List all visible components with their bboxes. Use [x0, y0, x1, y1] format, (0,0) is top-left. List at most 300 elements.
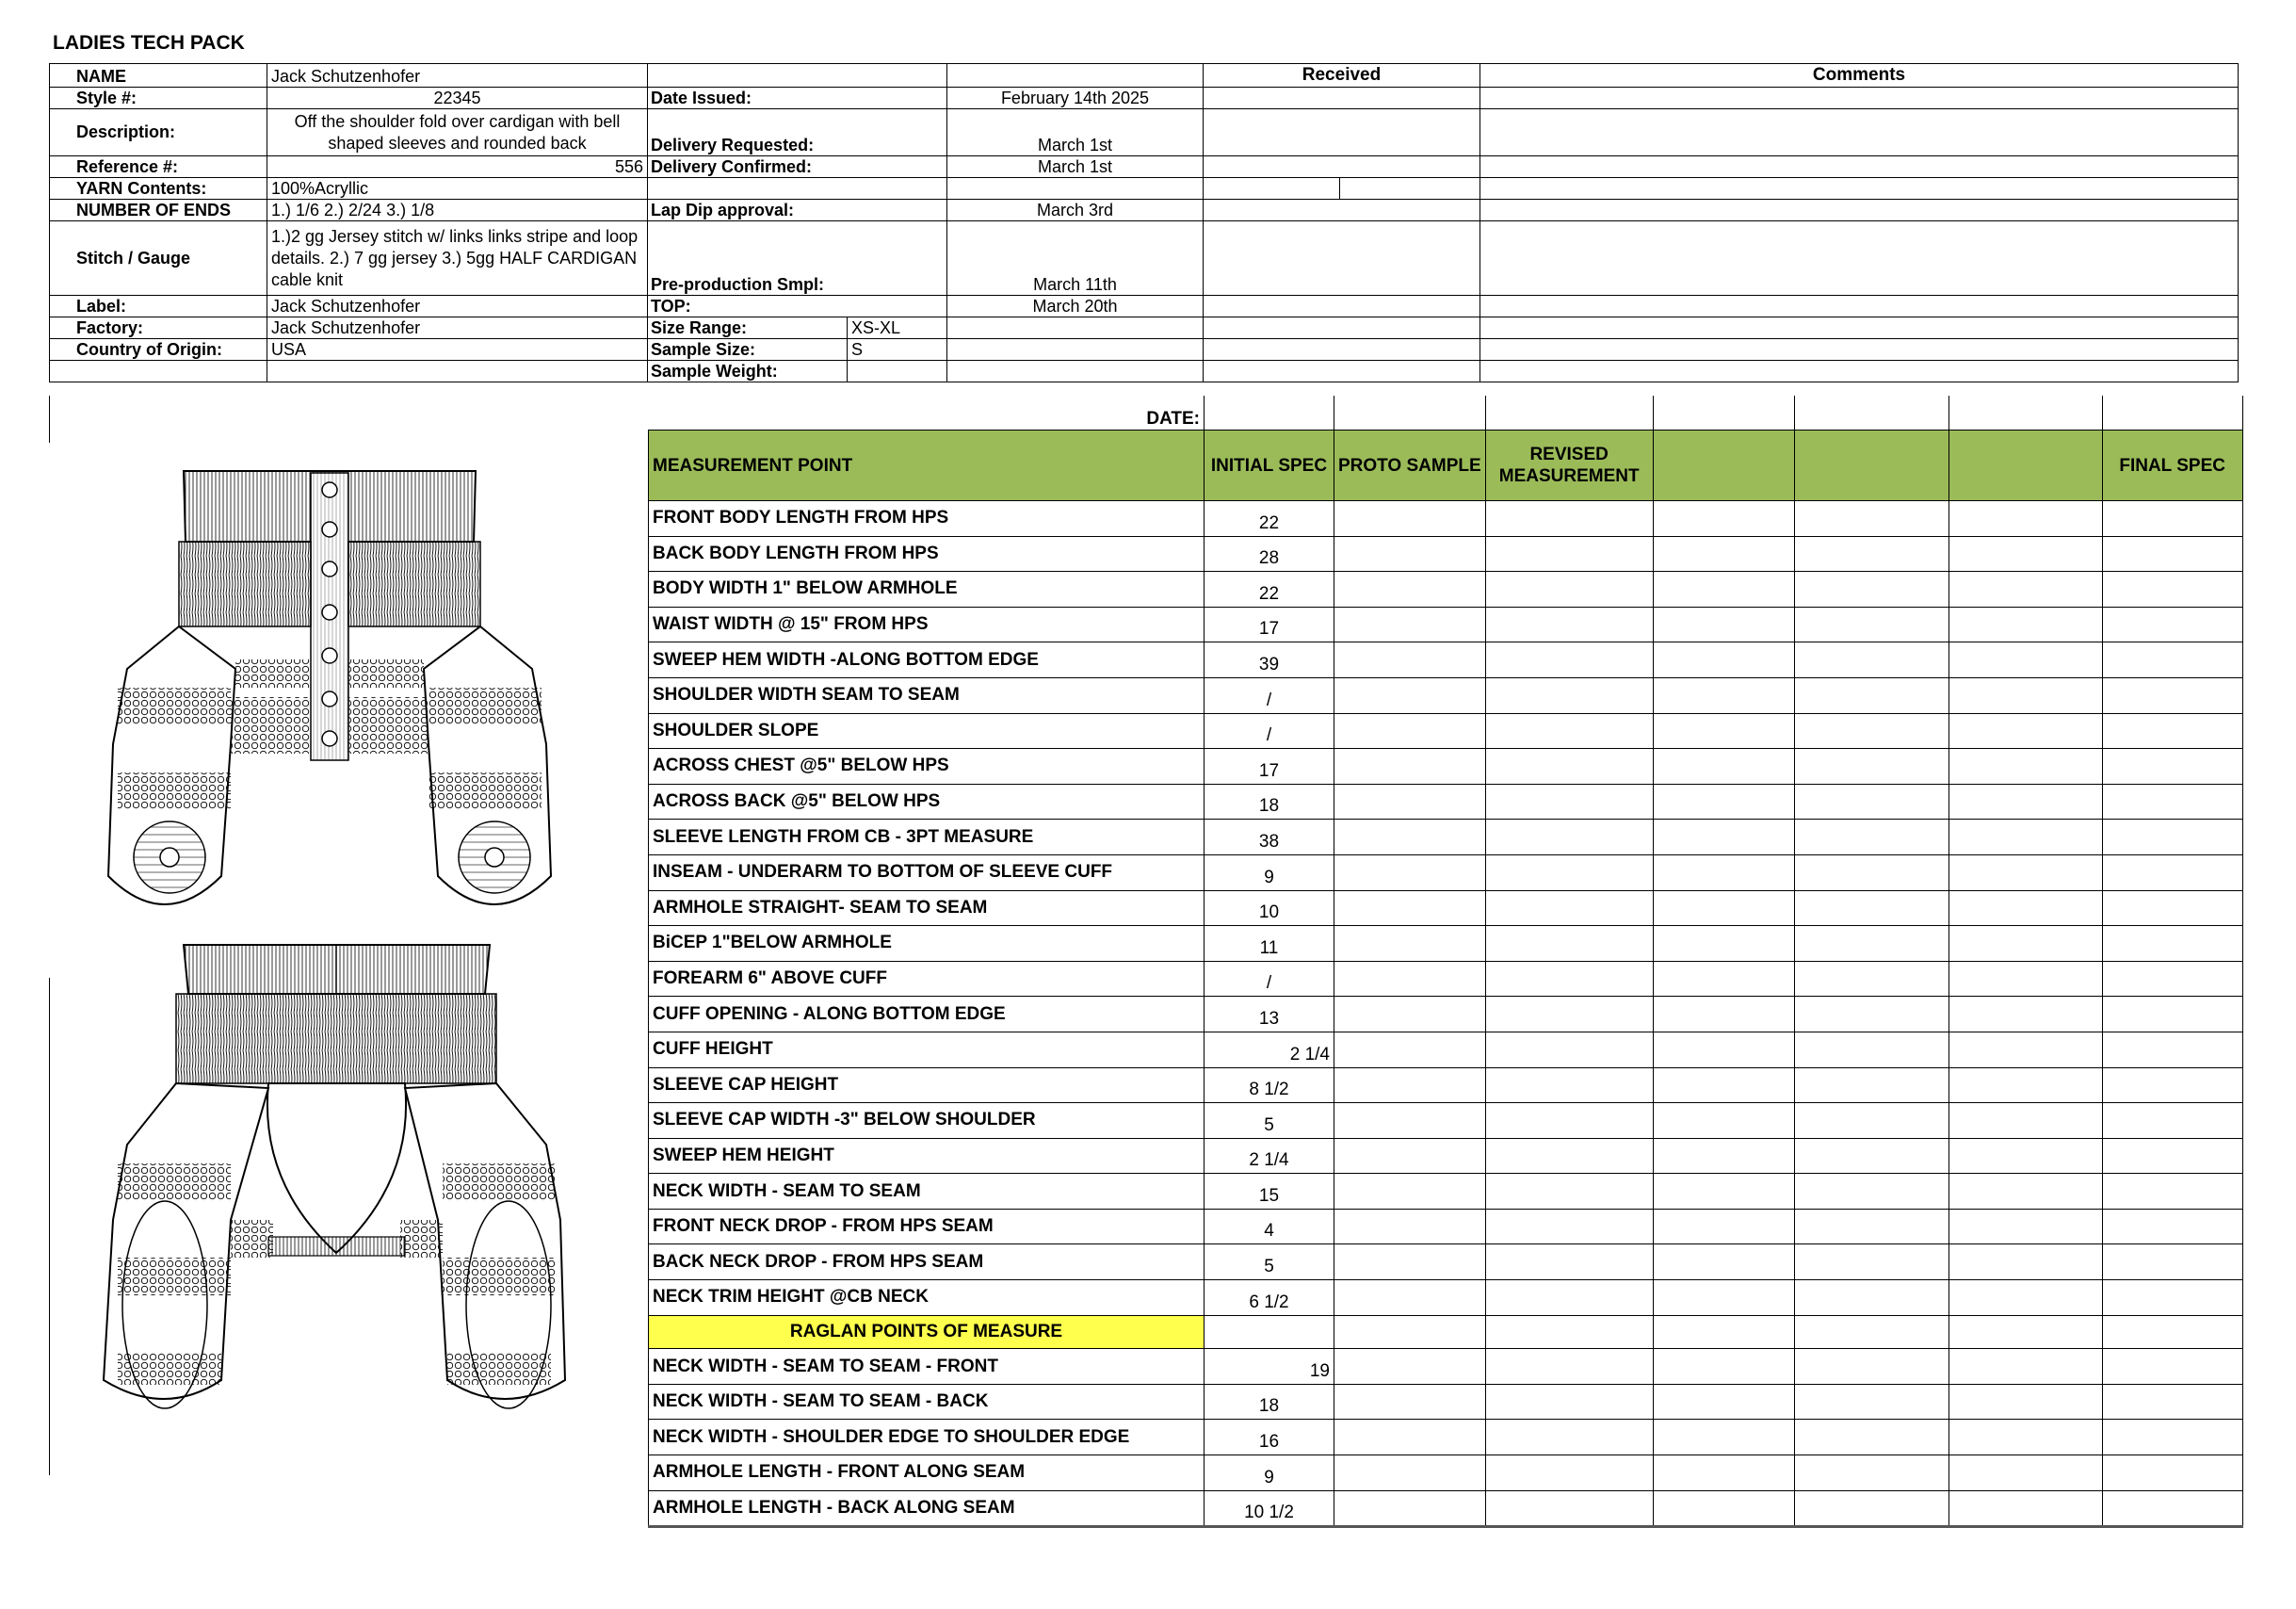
- table-row: [649, 572, 2243, 608]
- initial-spec-value[interactable]: 5: [1205, 1244, 1334, 1280]
- measurement-cell[interactable]: [2102, 642, 2242, 678]
- measurement-cell[interactable]: [1485, 1209, 1653, 1244]
- measurement-point: BODY WIDTH 1" BELOW ARMHOLE: [649, 572, 1205, 608]
- measurement-cell[interactable]: [1794, 536, 1948, 572]
- table-row: [649, 1209, 2243, 1244]
- measurement-cell[interactable]: [1794, 997, 1948, 1032]
- initial-spec-value[interactable]: 2 1/4: [1205, 1138, 1334, 1174]
- measurement-cell[interactable]: [1485, 713, 1653, 749]
- measurement-cell[interactable]: [1794, 926, 1948, 962]
- measurement-cell[interactable]: [1485, 1174, 1653, 1210]
- measurement-cell[interactable]: [2102, 926, 2242, 962]
- measurement-cell[interactable]: [1794, 1103, 1948, 1139]
- measurement-cell[interactable]: [1653, 1174, 1794, 1210]
- measurement-cell[interactable]: [2102, 1067, 2242, 1103]
- measurement-cell[interactable]: [1334, 572, 1486, 608]
- measurement-cell[interactable]: [1794, 1209, 1948, 1244]
- measurement-cell[interactable]: [1653, 1032, 1794, 1067]
- yarn-label: YARN Contents:: [50, 178, 267, 200]
- measurement-cell[interactable]: [1794, 749, 1948, 785]
- measurement-cell[interactable]: [1485, 1032, 1653, 1067]
- measurement-cell[interactable]: [1485, 607, 1653, 642]
- initial-spec-value[interactable]: 28: [1205, 536, 1334, 572]
- measurement-point: SHOULDER SLOPE: [649, 713, 1205, 749]
- measurement-cell[interactable]: [2102, 1032, 2242, 1067]
- description-label: Description:: [50, 109, 267, 156]
- initial-spec-value[interactable]: 38: [1205, 820, 1334, 855]
- measurement-cell[interactable]: [1334, 1384, 1486, 1420]
- measurement-table: [648, 396, 2243, 1528]
- measurement-point: FRONT NECK DROP - FROM HPS SEAM: [649, 1209, 1205, 1244]
- measurement-cell[interactable]: [2102, 820, 2242, 855]
- label-value[interactable]: Jack Schutzenhofer: [267, 296, 648, 317]
- measurement-cell[interactable]: [1485, 997, 1653, 1032]
- initial-spec-value[interactable]: 2 1/4: [1205, 1032, 1334, 1067]
- measurement-cell[interactable]: [1653, 820, 1794, 855]
- delivery-requested-value[interactable]: March 1st: [947, 109, 1204, 156]
- measurement-cell[interactable]: [1794, 1280, 1948, 1316]
- measurement-point: FRONT BODY LENGTH FROM HPS: [649, 501, 1205, 537]
- measurement-cell[interactable]: [1334, 1244, 1486, 1280]
- measurement-cell[interactable]: [2102, 607, 2242, 642]
- measurement-cell[interactable]: [1653, 1384, 1794, 1420]
- initial-spec-value[interactable]: 9: [1205, 1455, 1334, 1491]
- measurement-cell[interactable]: [1794, 607, 1948, 642]
- measurement-cell[interactable]: [1794, 820, 1948, 855]
- measurement-cell[interactable]: [1334, 642, 1486, 678]
- measurement-cell[interactable]: [1485, 677, 1653, 713]
- measurement-cell[interactable]: [1334, 1032, 1486, 1067]
- measurement-cell[interactable]: [1653, 1420, 1794, 1455]
- measurement-cell[interactable]: [1485, 1103, 1653, 1139]
- measurement-cell[interactable]: [2102, 854, 2242, 890]
- initial-spec-value[interactable]: 9: [1205, 854, 1334, 890]
- measurement-cell[interactable]: [1485, 572, 1653, 608]
- date-issued-value[interactable]: February 14th 2025: [947, 88, 1204, 109]
- measurement-cell[interactable]: [1485, 854, 1653, 890]
- reference-value[interactable]: 556: [267, 156, 648, 178]
- measurement-cell[interactable]: [1794, 1455, 1948, 1491]
- page-title: LADIES TECH PACK: [53, 32, 245, 54]
- preprod-value[interactable]: March 11th: [947, 221, 1204, 296]
- table-row: [649, 890, 2243, 926]
- measurement-cell[interactable]: [1948, 677, 2102, 713]
- col-final-spec: FINAL SPEC: [2102, 431, 2242, 501]
- measurement-cell[interactable]: [2102, 572, 2242, 608]
- measurement-cell[interactable]: [1653, 501, 1794, 537]
- table-row: [649, 854, 2243, 890]
- measurement-cell[interactable]: [1485, 1349, 1653, 1385]
- label-label: Label:: [50, 296, 267, 317]
- table-row: [649, 1032, 2243, 1067]
- measurement-cell[interactable]: [1794, 1384, 1948, 1420]
- measurement-cell[interactable]: [1794, 1420, 1948, 1455]
- initial-spec-value[interactable]: /: [1205, 961, 1334, 997]
- measurement-point: ARMHOLE STRAIGHT- SEAM TO SEAM: [649, 890, 1205, 926]
- initial-spec-value[interactable]: 10: [1205, 890, 1334, 926]
- measurement-cell[interactable]: [1948, 572, 2102, 608]
- col-measurement-point: MEASUREMENT POINT: [649, 431, 1205, 501]
- measurement-cell[interactable]: [1794, 1315, 1948, 1349]
- measurement-cell[interactable]: [1948, 713, 2102, 749]
- measurement-cell[interactable]: [1485, 749, 1653, 785]
- measurement-cell[interactable]: [1794, 784, 1948, 820]
- measurement-cell[interactable]: [1948, 961, 2102, 997]
- measurement-cell[interactable]: [1948, 1490, 2102, 1527]
- origin-label: Country of Origin:: [50, 339, 267, 361]
- measurement-cell[interactable]: [1334, 1209, 1486, 1244]
- measurement-point: NECK TRIM HEIGHT @CB NECK: [649, 1280, 1205, 1316]
- front-sketch: [89, 462, 617, 933]
- measurement-cell[interactable]: [2102, 536, 2242, 572]
- measurement-cell[interactable]: [1653, 1138, 1794, 1174]
- comments-header: Comments: [1480, 64, 2239, 88]
- table-row: [649, 1103, 2243, 1139]
- measurement-cell[interactable]: [1485, 784, 1653, 820]
- initial-spec-value[interactable]: 11: [1205, 926, 1334, 962]
- measurement-point: CUFF HEIGHT: [649, 1032, 1205, 1067]
- table-row: [649, 1138, 2243, 1174]
- measurement-cell[interactable]: [1948, 784, 2102, 820]
- date-cell[interactable]: [1205, 396, 1334, 431]
- table-row: [649, 1490, 2243, 1527]
- table-row: [649, 820, 2243, 855]
- measurement-cell[interactable]: [1653, 572, 1794, 608]
- measurement-cell[interactable]: [2102, 1315, 2242, 1349]
- measurement-cell[interactable]: [1948, 926, 2102, 962]
- initial-spec-value[interactable]: 8 1/2: [1205, 1067, 1334, 1103]
- measurement-cell[interactable]: [1653, 926, 1794, 962]
- measurement-cell[interactable]: [1485, 501, 1653, 537]
- measurement-cell[interactable]: [2102, 1490, 2242, 1527]
- measurement-cell[interactable]: [1485, 536, 1653, 572]
- style-label: Style #:: [50, 88, 267, 109]
- measurement-cell[interactable]: [1653, 997, 1794, 1032]
- measurement-cell[interactable]: [1948, 997, 2102, 1032]
- measurement-cell[interactable]: [1794, 890, 1948, 926]
- measurement-cell[interactable]: [1334, 1315, 1486, 1349]
- measurement-cell[interactable]: [2102, 713, 2242, 749]
- measurement-cell[interactable]: [1948, 1280, 2102, 1316]
- initial-spec-value[interactable]: 10 1/2: [1205, 1490, 1334, 1527]
- measurement-cell[interactable]: [1653, 1244, 1794, 1280]
- back-sketch: [89, 937, 617, 1418]
- measurement-cell[interactable]: [2102, 1280, 2242, 1316]
- measurement-cell[interactable]: [1653, 713, 1794, 749]
- initial-spec-value[interactable]: /: [1205, 713, 1334, 749]
- measurement-cell[interactable]: [1794, 1490, 1948, 1527]
- measurement-cell[interactable]: [1334, 926, 1486, 962]
- measurement-cell[interactable]: [1334, 607, 1486, 642]
- raglan-heading: RAGLAN POINTS OF MEASURE: [649, 1315, 1205, 1349]
- measurement-cell[interactable]: [1334, 1138, 1486, 1174]
- measurement-cell[interactable]: [1948, 1138, 2102, 1174]
- table-row: [649, 1420, 2243, 1455]
- measurement-cell[interactable]: [1948, 1209, 2102, 1244]
- col-blank-3: [1948, 431, 2102, 501]
- measurement-point: SLEEVE LENGTH FROM CB - 3PT MEASURE: [649, 820, 1205, 855]
- factory-value[interactable]: Jack Schutzenhofer: [267, 317, 648, 339]
- sample-weight-label: Sample Weight:: [648, 361, 848, 382]
- measurement-cell[interactable]: [1794, 961, 1948, 997]
- measurement-cell[interactable]: [1948, 890, 2102, 926]
- measurement-cell[interactable]: [1334, 501, 1486, 537]
- measurement-cell[interactable]: [1794, 1349, 1948, 1385]
- table-row: [649, 713, 2243, 749]
- measurement-point: SLEEVE CAP WIDTH -3" BELOW SHOULDER: [649, 1103, 1205, 1139]
- measurement-cell[interactable]: [1653, 1315, 1794, 1349]
- measurement-cell[interactable]: [1334, 997, 1486, 1032]
- sample-weight-value[interactable]: [848, 361, 947, 382]
- measurement-cell[interactable]: [1948, 1349, 2102, 1385]
- col-initial-spec: INITIAL SPEC: [1205, 431, 1334, 501]
- initial-spec-value[interactable]: 4: [1205, 1209, 1334, 1244]
- measurement-cell[interactable]: [1485, 642, 1653, 678]
- measurement-cell[interactable]: [1794, 1244, 1948, 1280]
- delivery-requested-label: Delivery Requested:: [648, 109, 947, 156]
- measurement-cell[interactable]: [1334, 677, 1486, 713]
- measurement-cell[interactable]: [1794, 642, 1948, 678]
- col-proto-sample: PROTO SAMPLE: [1334, 431, 1486, 501]
- table-row: [649, 677, 2243, 713]
- initial-spec-value[interactable]: 5: [1205, 1103, 1334, 1139]
- measurement-point: NECK WIDTH - SEAM TO SEAM: [649, 1174, 1205, 1210]
- measurement-cell[interactable]: [1653, 1490, 1794, 1527]
- initial-spec-value[interactable]: 19: [1205, 1349, 1334, 1385]
- measurement-cell[interactable]: [2102, 961, 2242, 997]
- measurement-cell[interactable]: [2102, 997, 2242, 1032]
- measurement-cell[interactable]: [2102, 1103, 2242, 1139]
- measurement-cell[interactable]: [1334, 890, 1486, 926]
- col-blank-1: [1653, 431, 1794, 501]
- measurement-cell[interactable]: [2102, 501, 2242, 537]
- measurement-point: SLEEVE CAP HEIGHT: [649, 1067, 1205, 1103]
- measurement-cell[interactable]: [1485, 1315, 1653, 1349]
- measurement-cell[interactable]: [1948, 501, 2102, 537]
- measurement-cell[interactable]: [1794, 854, 1948, 890]
- measurement-cell[interactable]: [1948, 642, 2102, 678]
- measurement-cell[interactable]: [1794, 1174, 1948, 1210]
- measurement-cell[interactable]: [1948, 1103, 2102, 1139]
- measurement-cell[interactable]: [2102, 1174, 2242, 1210]
- measurement-cell[interactable]: [1948, 1455, 2102, 1491]
- measurement-cell[interactable]: [1653, 1349, 1794, 1385]
- measurement-cell[interactable]: [2102, 749, 2242, 785]
- measurement-cell[interactable]: [1948, 1174, 2102, 1210]
- measurement-point: BiCEP 1"BELOW ARMHOLE: [649, 926, 1205, 962]
- measurement-cell[interactable]: [1334, 536, 1486, 572]
- name-value[interactable]: Jack Schutzenhofer: [267, 64, 648, 88]
- measurement-cell[interactable]: [1334, 1174, 1486, 1210]
- initial-spec-value[interactable]: 18: [1205, 1384, 1334, 1420]
- initial-spec-value[interactable]: 18: [1205, 784, 1334, 820]
- measurement-point: NECK WIDTH - SEAM TO SEAM - FRONT: [649, 1349, 1205, 1385]
- measurement-cell[interactable]: [1653, 854, 1794, 890]
- measurement-cell[interactable]: [1334, 820, 1486, 855]
- description-value[interactable]: Off the shoulder fold over cardigan with bell shaped sleeves and rounded back: [267, 109, 648, 156]
- measurement-cell[interactable]: [1653, 1280, 1794, 1316]
- measurement-cell[interactable]: [1205, 1315, 1334, 1349]
- preprod-label: Pre-production Smpl:: [648, 221, 947, 296]
- measurement-cell[interactable]: [2102, 1244, 2242, 1280]
- initial-spec-value[interactable]: /: [1205, 677, 1334, 713]
- measurement-cell[interactable]: [1653, 677, 1794, 713]
- delivery-confirmed-value[interactable]: March 1st: [947, 156, 1204, 178]
- name-label: NAME: [50, 64, 267, 88]
- initial-spec-value[interactable]: 17: [1205, 749, 1334, 785]
- measurement-cell[interactable]: [1653, 784, 1794, 820]
- table-row: [649, 1174, 2243, 1210]
- measurement-cell[interactable]: [2102, 1455, 2242, 1491]
- ends-label: NUMBER OF ENDS: [50, 200, 267, 221]
- initial-spec-value[interactable]: 15: [1205, 1174, 1334, 1210]
- ends-value[interactable]: 1.) 1/6 2.) 2/24 3.) 1/8: [267, 200, 648, 221]
- table-row: [649, 997, 2243, 1032]
- measurement-cell[interactable]: [2102, 1349, 2242, 1385]
- table-row: [649, 749, 2243, 785]
- table-row: [649, 1455, 2243, 1491]
- delivery-confirmed-label: Delivery Confirmed:: [648, 156, 947, 178]
- measurement-cell[interactable]: [1794, 572, 1948, 608]
- measurement-cell[interactable]: [2102, 784, 2242, 820]
- measurement-cell[interactable]: [1485, 1280, 1653, 1316]
- table-row: [649, 1280, 2243, 1316]
- initial-spec-value[interactable]: 17: [1205, 607, 1334, 642]
- table-row: [649, 1384, 2243, 1420]
- measurement-cell[interactable]: [1794, 713, 1948, 749]
- measurement-cell[interactable]: [1794, 501, 1948, 537]
- measurement-cell[interactable]: [1485, 1384, 1653, 1420]
- measurement-cell[interactable]: [1334, 961, 1486, 997]
- measurement-cell[interactable]: [1334, 1490, 1486, 1527]
- col-revised-measurement: REVISED MEASUREMENT: [1485, 431, 1653, 501]
- measurement-cell[interactable]: [1948, 749, 2102, 785]
- sample-size-label: Sample Size:: [648, 339, 848, 361]
- measurement-cell[interactable]: [2102, 1384, 2242, 1420]
- measurement-cell[interactable]: [1485, 890, 1653, 926]
- measurement-cell[interactable]: [1334, 1420, 1486, 1455]
- measurement-cell[interactable]: [1334, 713, 1486, 749]
- size-range-label: Size Range:: [648, 317, 848, 339]
- measurement-cell[interactable]: [1485, 1455, 1653, 1491]
- measurement-cell[interactable]: [1485, 1244, 1653, 1280]
- table-row: [649, 607, 2243, 642]
- initial-spec-value[interactable]: 16: [1205, 1420, 1334, 1455]
- measurement-point: FOREARM 6" ABOVE CUFF: [649, 961, 1205, 997]
- measurement-point: WAIST WIDTH @ 15" FROM HPS: [649, 607, 1205, 642]
- measurement-cell[interactable]: [1334, 1455, 1486, 1491]
- measurement-point: SHOULDER WIDTH SEAM TO SEAM: [649, 677, 1205, 713]
- measurement-cell[interactable]: [1794, 677, 1948, 713]
- measurement-cell[interactable]: [1948, 536, 2102, 572]
- measurement-cell[interactable]: [1334, 1067, 1486, 1103]
- measurement-cell[interactable]: [2102, 1138, 2242, 1174]
- factory-label: Factory:: [50, 317, 267, 339]
- measurement-cell[interactable]: [1653, 749, 1794, 785]
- table-row: [649, 1349, 2243, 1385]
- initial-spec-value[interactable]: 13: [1205, 997, 1334, 1032]
- top-label: TOP:: [648, 296, 947, 317]
- stitch-label: Stitch / Gauge: [50, 221, 267, 296]
- measurement-cell[interactable]: [1794, 1032, 1948, 1067]
- measurement-cell[interactable]: [2102, 1209, 2242, 1244]
- measurement-cell[interactable]: [1653, 961, 1794, 997]
- measurement-cell[interactable]: [2102, 677, 2242, 713]
- top-value[interactable]: March 20th: [947, 296, 1204, 317]
- measurement-cell[interactable]: [1653, 642, 1794, 678]
- measurement-cell[interactable]: [1485, 1490, 1653, 1527]
- measurement-cell[interactable]: [1334, 784, 1486, 820]
- measurement-cell[interactable]: [1653, 536, 1794, 572]
- measurement-cell[interactable]: [1948, 1067, 2102, 1103]
- measurement-cell[interactable]: [2102, 1420, 2242, 1455]
- date-issued-label: Date Issued:: [648, 88, 947, 109]
- stitch-value[interactable]: 1.)2 gg Jersey stitch w/ links links stripe and loop details. 2.) 7 gg jersey 3.) 5gg HALF CARDIGAN cable knit: [267, 221, 648, 296]
- measurement-cell[interactable]: [1948, 820, 2102, 855]
- measurement-cell[interactable]: [1653, 1209, 1794, 1244]
- measurement-cell[interactable]: [1653, 607, 1794, 642]
- sample-size-value[interactable]: S: [848, 339, 947, 361]
- lap-dip-value[interactable]: March 3rd: [947, 200, 1204, 221]
- origin-value[interactable]: USA: [267, 339, 648, 361]
- measurement-cell[interactable]: [1653, 1455, 1794, 1491]
- measurement-point: ARMHOLE LENGTH - BACK ALONG SEAM: [649, 1490, 1205, 1527]
- measurement-cell[interactable]: [1485, 1067, 1653, 1103]
- measurement-cell[interactable]: [1334, 1280, 1486, 1316]
- measurement-cell[interactable]: [1948, 1384, 2102, 1420]
- measurement-cell[interactable]: [1794, 1138, 1948, 1174]
- measurement-cell[interactable]: [1334, 749, 1486, 785]
- size-range-value[interactable]: XS-XL: [848, 317, 947, 339]
- measurement-cell[interactable]: [1485, 926, 1653, 962]
- measurement-cell[interactable]: [1485, 961, 1653, 997]
- table-row: [649, 1067, 2243, 1103]
- measurement-cell[interactable]: [1653, 890, 1794, 926]
- measurement-cell[interactable]: [1948, 1315, 2102, 1349]
- measurement-cell[interactable]: [1948, 607, 2102, 642]
- measurement-cell[interactable]: [1653, 1067, 1794, 1103]
- initial-spec-value[interactable]: 39: [1205, 642, 1334, 678]
- initial-spec-value[interactable]: 22: [1205, 572, 1334, 608]
- measurement-cell[interactable]: [1485, 1420, 1653, 1455]
- measurement-cell[interactable]: [1948, 854, 2102, 890]
- table-row: [649, 536, 2243, 572]
- measurement-cell[interactable]: [2102, 890, 2242, 926]
- measurement-cell[interactable]: [1653, 1103, 1794, 1139]
- reference-label: Reference #:: [50, 156, 267, 178]
- table-row: [649, 961, 2243, 997]
- measurement-cell[interactable]: [1334, 1349, 1486, 1385]
- measurement-cell[interactable]: [1948, 1420, 2102, 1455]
- style-value[interactable]: 22345: [267, 88, 648, 109]
- measurement-point: ARMHOLE LENGTH - FRONT ALONG SEAM: [649, 1455, 1205, 1491]
- measurement-cell[interactable]: [1948, 1244, 2102, 1280]
- initial-spec-value[interactable]: 22: [1205, 501, 1334, 537]
- measurement-cell[interactable]: [1485, 1138, 1653, 1174]
- lap-dip-label: Lap Dip approval:: [648, 200, 947, 221]
- measurement-cell[interactable]: [1334, 854, 1486, 890]
- measurement-cell[interactable]: [1334, 1103, 1486, 1139]
- measurement-point: CUFF OPENING - ALONG BOTTOM EDGE: [649, 997, 1205, 1032]
- measurement-cell[interactable]: [1794, 1067, 1948, 1103]
- measurement-cell[interactable]: [1948, 1032, 2102, 1067]
- measurement-point: ACROSS CHEST @5" BELOW HPS: [649, 749, 1205, 785]
- measurement-cell[interactable]: [1485, 820, 1653, 855]
- table-row: [649, 926, 2243, 962]
- initial-spec-value[interactable]: 6 1/2: [1205, 1280, 1334, 1316]
- yarn-value[interactable]: 100%Acryllic: [267, 178, 648, 200]
- measurement-point: BACK BODY LENGTH FROM HPS: [649, 536, 1205, 572]
